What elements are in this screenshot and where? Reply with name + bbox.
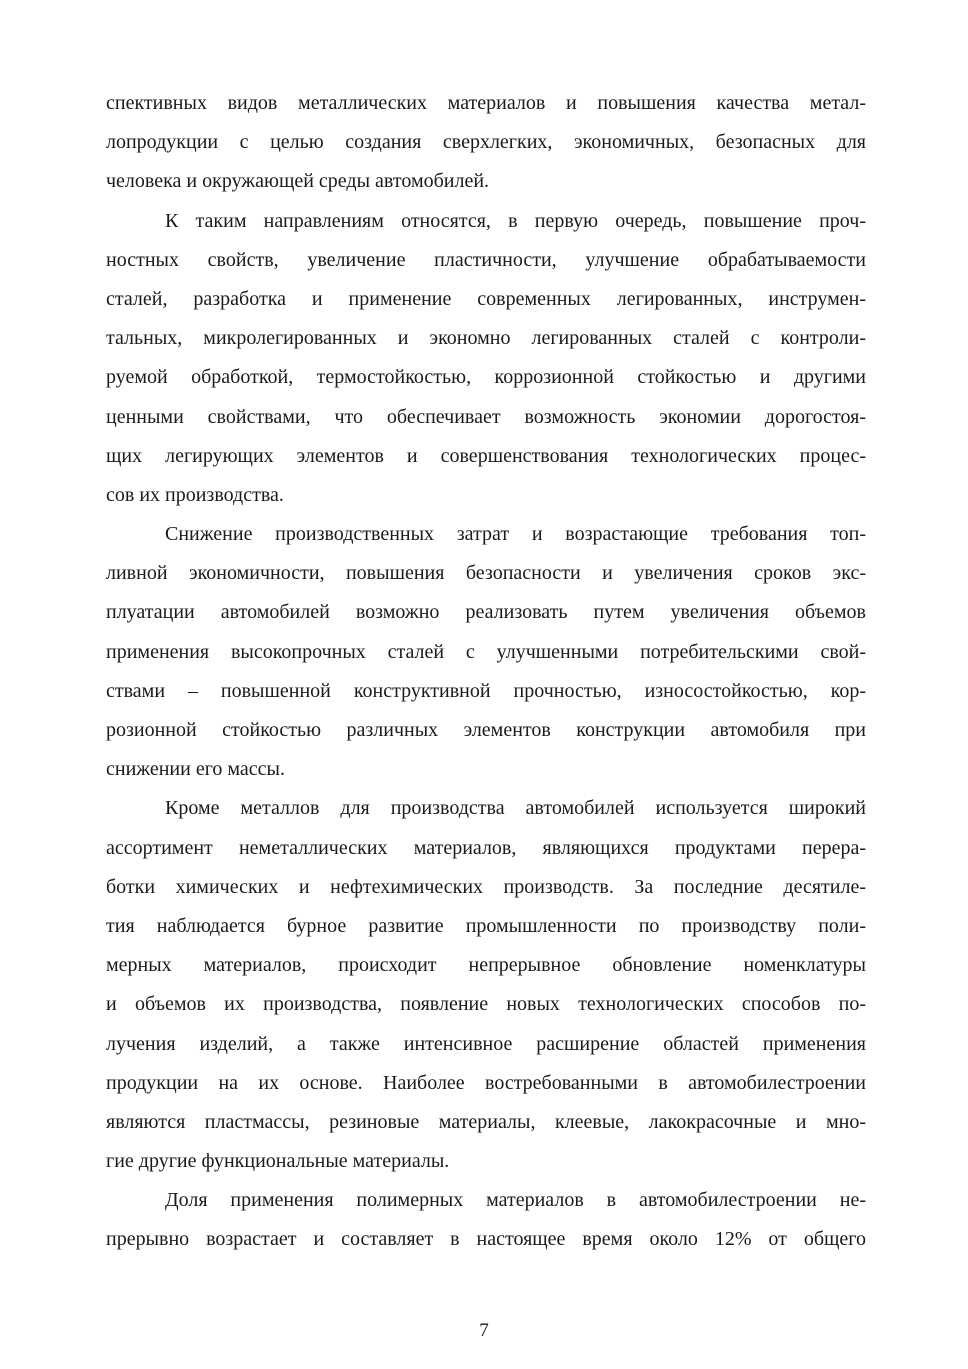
text-line: мерных материалов, происходит непрерывное обновление номенклатуры bbox=[106, 954, 866, 977]
text-line: сов их производства. bbox=[106, 483, 284, 506]
paragraph-3 bbox=[106, 515, 866, 789]
text-line: лопродукции с целью создания сверхлегких, экономичных, безопасных для bbox=[106, 131, 866, 154]
text-line: ностных свойств, увеличение пластичности, улучшение обрабатываемости bbox=[106, 248, 866, 271]
text-line: ассортимент неметаллических материалов, являющихся продуктами перера- bbox=[106, 836, 866, 859]
text-line: Доля применения полимерных материалов в автомобилестроении не- bbox=[165, 1189, 866, 1212]
text-line: ценными свойствами, что обеспечивает возможность экономии дорогостоя- bbox=[106, 405, 866, 428]
paragraph-2 bbox=[106, 202, 866, 516]
text-line: являются пластмассы, резиновые материалы, клеевые, лакокрасочные и мно- bbox=[106, 1110, 866, 1133]
text-line: Снижение производственных затрат и возрастающие требования топ- bbox=[165, 523, 866, 546]
text-line: снижении его массы. bbox=[106, 758, 285, 781]
text-line: розионной стойкостью различных элементов конструкции автомобиля при bbox=[106, 719, 866, 741]
paragraph-4 bbox=[106, 789, 866, 1181]
text-line: Кроме металлов для производства автомобилей используется широкий bbox=[165, 797, 866, 820]
text-line: К таким направлениям относятся, в первую очередь, повышение проч- bbox=[165, 209, 866, 232]
text-line: продукции на их основе. Наиболее востребованными в автомобилестроении bbox=[106, 1071, 866, 1094]
paragraph-5 bbox=[106, 1181, 866, 1259]
text-line: спективных видов металлических материалов и повышения качества метал- bbox=[106, 92, 866, 114]
text-line: прерывно возрастает и составляет в настоящее время около 12% от общего bbox=[106, 1228, 866, 1251]
page-number: 7 bbox=[479, 1320, 489, 1341]
paragraph-1 bbox=[106, 84, 866, 202]
text-line: лучения изделий, а также интенсивное расширение областей применения bbox=[106, 1032, 866, 1055]
text-line: ботки химических и нефтехимических производств. За последние десятиле- bbox=[106, 875, 866, 898]
text-line: щих легирующих элементов и совершенствования технологических процес- bbox=[106, 444, 866, 467]
text-line: ствами – повышенной конструктивной прочностью, износостойкостью, кор- bbox=[106, 679, 866, 702]
text-line: применения высокопрочных сталей с улучшенными потребительскими свой- bbox=[106, 640, 866, 663]
text-line: тальных, микролегированных и экономно легированных сталей с контроли- bbox=[106, 327, 866, 350]
text-line: гие другие функциональные материалы. bbox=[106, 1150, 450, 1173]
text-line: человека и окружающей среды автомобилей. bbox=[106, 170, 490, 193]
body-text bbox=[106, 84, 866, 1260]
text-line: руемой обработкой, термостойкостью, коррозионной стойкостью и другими bbox=[106, 366, 866, 389]
text-line: и объемов их производства, появление новых технологических способов по- bbox=[106, 993, 866, 1016]
text-line: ливной экономичности, повышения безопасности и увеличения сроков экс- bbox=[106, 562, 866, 585]
text-line: тия наблюдается бурное развитие промышленности по производству поли- bbox=[106, 914, 866, 937]
text-line: плуатации автомобилей возможно реализовать путем увеличения объемов bbox=[106, 601, 866, 624]
text-line: сталей, разработка и применение современных легированных, инструмен- bbox=[106, 287, 866, 310]
